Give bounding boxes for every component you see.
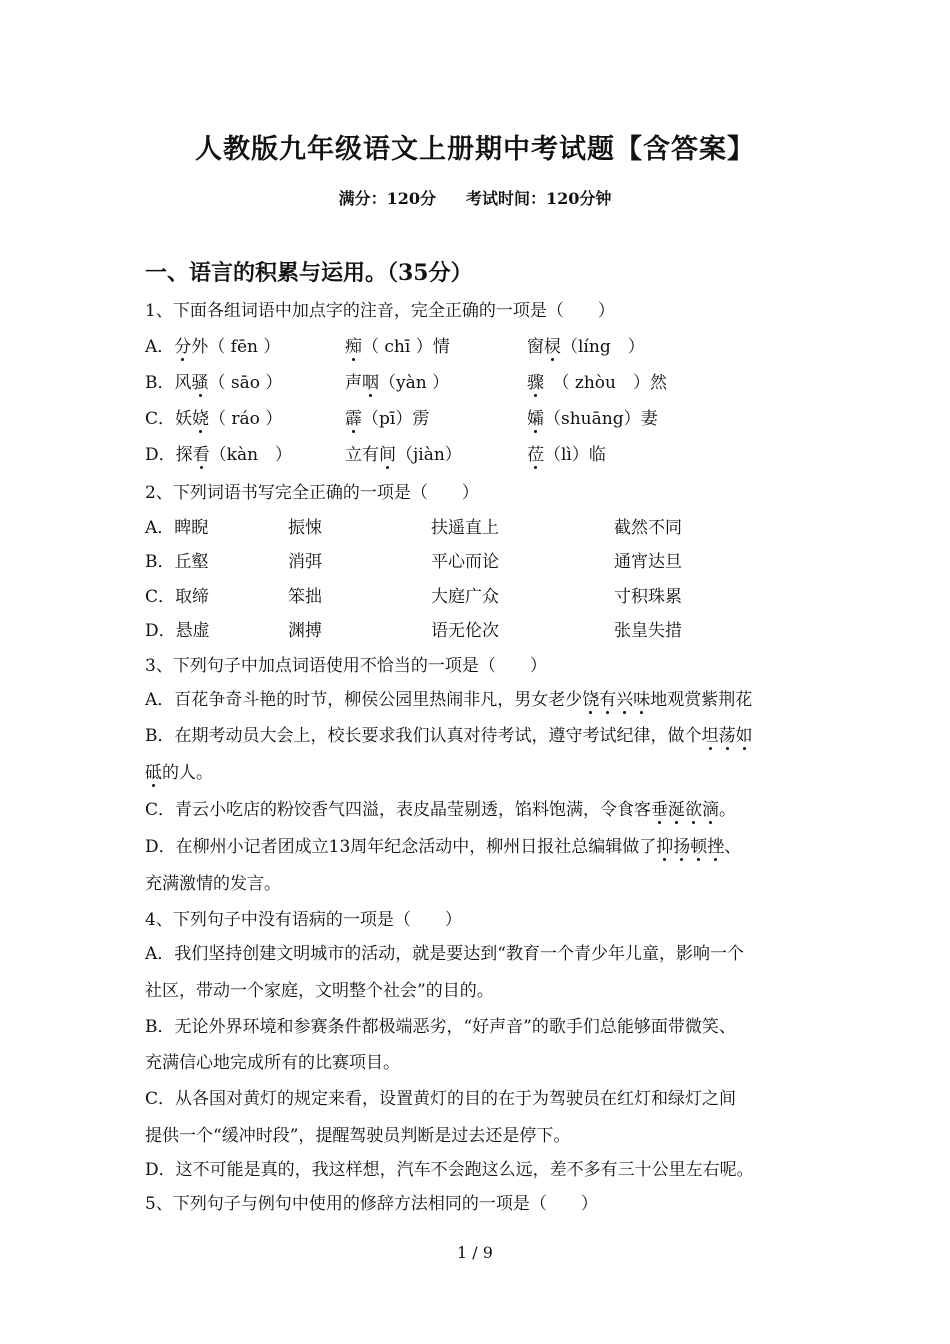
dotted-phrase	[651, 800, 719, 820]
dotted-char: 砥	[145, 758, 162, 783]
dotted-char: 兴	[616, 685, 633, 710]
dotted-char: 娆	[192, 404, 209, 429]
word: A．睥睨	[145, 518, 209, 538]
dotted-char: 痴	[345, 332, 362, 357]
dotted-char: 霹	[345, 404, 362, 429]
dotted-char: 垂	[651, 795, 668, 820]
text: （ ráo ）	[209, 409, 283, 429]
word: 大庭广众	[431, 587, 499, 607]
question-5-stem: 5、下列句子与例句中使用的修辞方法相同的一项是（ ）	[145, 1194, 598, 1214]
dotted-char: 欲	[685, 795, 702, 820]
dotted-char: 抑	[656, 832, 673, 857]
word: B．丘壑	[145, 552, 209, 572]
word: 振悚	[288, 518, 322, 538]
text: 窗	[527, 337, 544, 357]
q4-option-a-cont: 社区，带动一个家庭，文明整个社会”的目的。	[145, 981, 494, 1001]
text: C．妖	[145, 409, 193, 429]
text: A．百花争奇斗艳的时节，柳侯公园里热闹非凡，男女老少	[145, 690, 583, 710]
question-3-stem: 3、下列句子中加点词语使用不恰当的一项是（ ）	[145, 656, 547, 676]
text: （jiàn）	[396, 445, 462, 465]
page-number: 1 / 9	[457, 1243, 493, 1262]
text: （líng ）	[561, 337, 645, 357]
dotted-char: 咽	[362, 368, 379, 393]
text: （ chī ）情	[362, 337, 450, 357]
dotted-char: 如	[736, 721, 753, 746]
dotted-phrase	[582, 690, 650, 710]
text: 的人。	[162, 763, 213, 783]
dotted-char: 涎	[668, 795, 685, 820]
q3-option-a	[145, 685, 752, 710]
q3-option-d-cont: 充满激情的发言。	[145, 874, 281, 894]
section-heading: 一、语言的积累与运用。（35分）	[145, 260, 473, 286]
word: C．取缔	[145, 587, 210, 607]
full-score: 满分：120分	[338, 189, 436, 208]
text: B．在期考动员大会上，校长要求我们认真对待考试，遵守考试纪律，做个	[145, 726, 702, 746]
dotted-char: 味	[633, 685, 650, 710]
q3-option-b-cont	[145, 758, 213, 783]
q4-option-a: A．我们坚持创建文明城市的活动，就是要达到“教育一个青少年儿童，影响一个	[145, 944, 744, 964]
text: （yàn ）	[379, 373, 450, 393]
text: 外（ fēn ）	[191, 337, 281, 357]
q3-option-b	[145, 721, 753, 746]
dotted-char: 饶	[582, 685, 599, 710]
text: A．	[145, 337, 175, 357]
q3-option-c	[145, 795, 736, 820]
question-1-stem: 1、下面各组词语中加点字的注音，完全正确的一项是（ ）	[145, 301, 615, 321]
dotted-char: 棂	[544, 332, 561, 357]
text: （pī）雳	[362, 409, 430, 429]
dotted-char: 孀	[527, 404, 544, 429]
q4-option-d: D．这不可能是真的，我这样想，汽车不会跑这么远，差不多有三十公里左右呢。	[145, 1160, 754, 1180]
text: B．风	[145, 373, 192, 393]
text: D．在柳州小记者团成立13周年纪念活动中，柳州日报社总编辑做了	[145, 837, 657, 857]
text: 声	[345, 373, 362, 393]
dotted-char: 挫	[707, 832, 724, 857]
text: （ sāo ）	[208, 373, 283, 393]
dotted-phrase	[702, 726, 753, 746]
q4-option-b: B．无论外界环境和参赛条件都极端恶劣，“好声音”的歌手们总能够面带微笑、	[145, 1017, 736, 1037]
word: 通宵达旦	[614, 552, 682, 572]
dotted-char: 滴	[702, 795, 719, 820]
text: 地观赏紫荆花	[650, 690, 753, 710]
q4-option-c-cont: 提供一个“缓冲时段”，提醒驾驶员判断是过去还是停下。	[145, 1126, 571, 1146]
dotted-char: 骚	[192, 368, 209, 393]
text: （ zhòu ）然	[544, 373, 667, 393]
word: 截然不同	[614, 518, 682, 538]
word: D．悬虚	[145, 621, 210, 641]
word: 张皇失措	[614, 621, 682, 641]
word: 平心而论	[431, 552, 499, 572]
dotted-char: 荡	[719, 721, 736, 746]
question-2-stem: 2、下列词语书写完全正确的一项是（ ）	[145, 483, 479, 503]
q3-option-d	[145, 832, 741, 857]
word: 消弭	[288, 552, 322, 572]
text: 立有	[345, 445, 379, 465]
text: 、	[724, 837, 742, 857]
dotted-char: 看	[193, 440, 210, 465]
text: D．探	[145, 445, 193, 465]
question-4-stem: 4、下列句子中没有语病的一项是（ ）	[145, 910, 462, 930]
q4-option-b-cont: 充满信心地完成所有的比赛项目。	[145, 1053, 400, 1073]
word: 渊搏	[288, 621, 322, 641]
word: 语无伦次	[431, 621, 499, 641]
dotted-char: 分	[174, 332, 191, 357]
word: 扶遥直上	[431, 518, 499, 538]
dotted-char: 莅	[527, 440, 544, 465]
text: C．青云小吃店的粉饺香气四溢，表皮晶莹剔透，馅料饱满，令食客	[145, 800, 652, 820]
dotted-char: 有	[599, 685, 616, 710]
exam-title: 人教版九年级语文上册期中考试题【含答案】	[195, 134, 755, 165]
text: （lì）临	[544, 445, 606, 465]
dotted-char: 间	[379, 440, 396, 465]
text: （kàn ）	[209, 445, 293, 465]
dotted-char: 骤	[527, 368, 544, 393]
word: 寸积珠累	[614, 587, 682, 607]
dotted-char: 顿	[690, 832, 707, 857]
word: 笨拙	[288, 587, 322, 607]
q4-option-c: C．从各国对黄灯的规定来看，设置黄灯的目的在于为驾驶员在红灯和绿灯之间	[145, 1089, 737, 1109]
exam-subtitle	[0, 186, 950, 209]
dotted-phrase	[656, 837, 724, 857]
exam-time: 考试时间：120分钟	[466, 189, 612, 208]
dotted-char: 坦	[702, 721, 719, 746]
text: 。	[719, 800, 737, 820]
dotted-char: 扬	[673, 832, 690, 857]
text: （shuāng）妻	[544, 409, 658, 429]
